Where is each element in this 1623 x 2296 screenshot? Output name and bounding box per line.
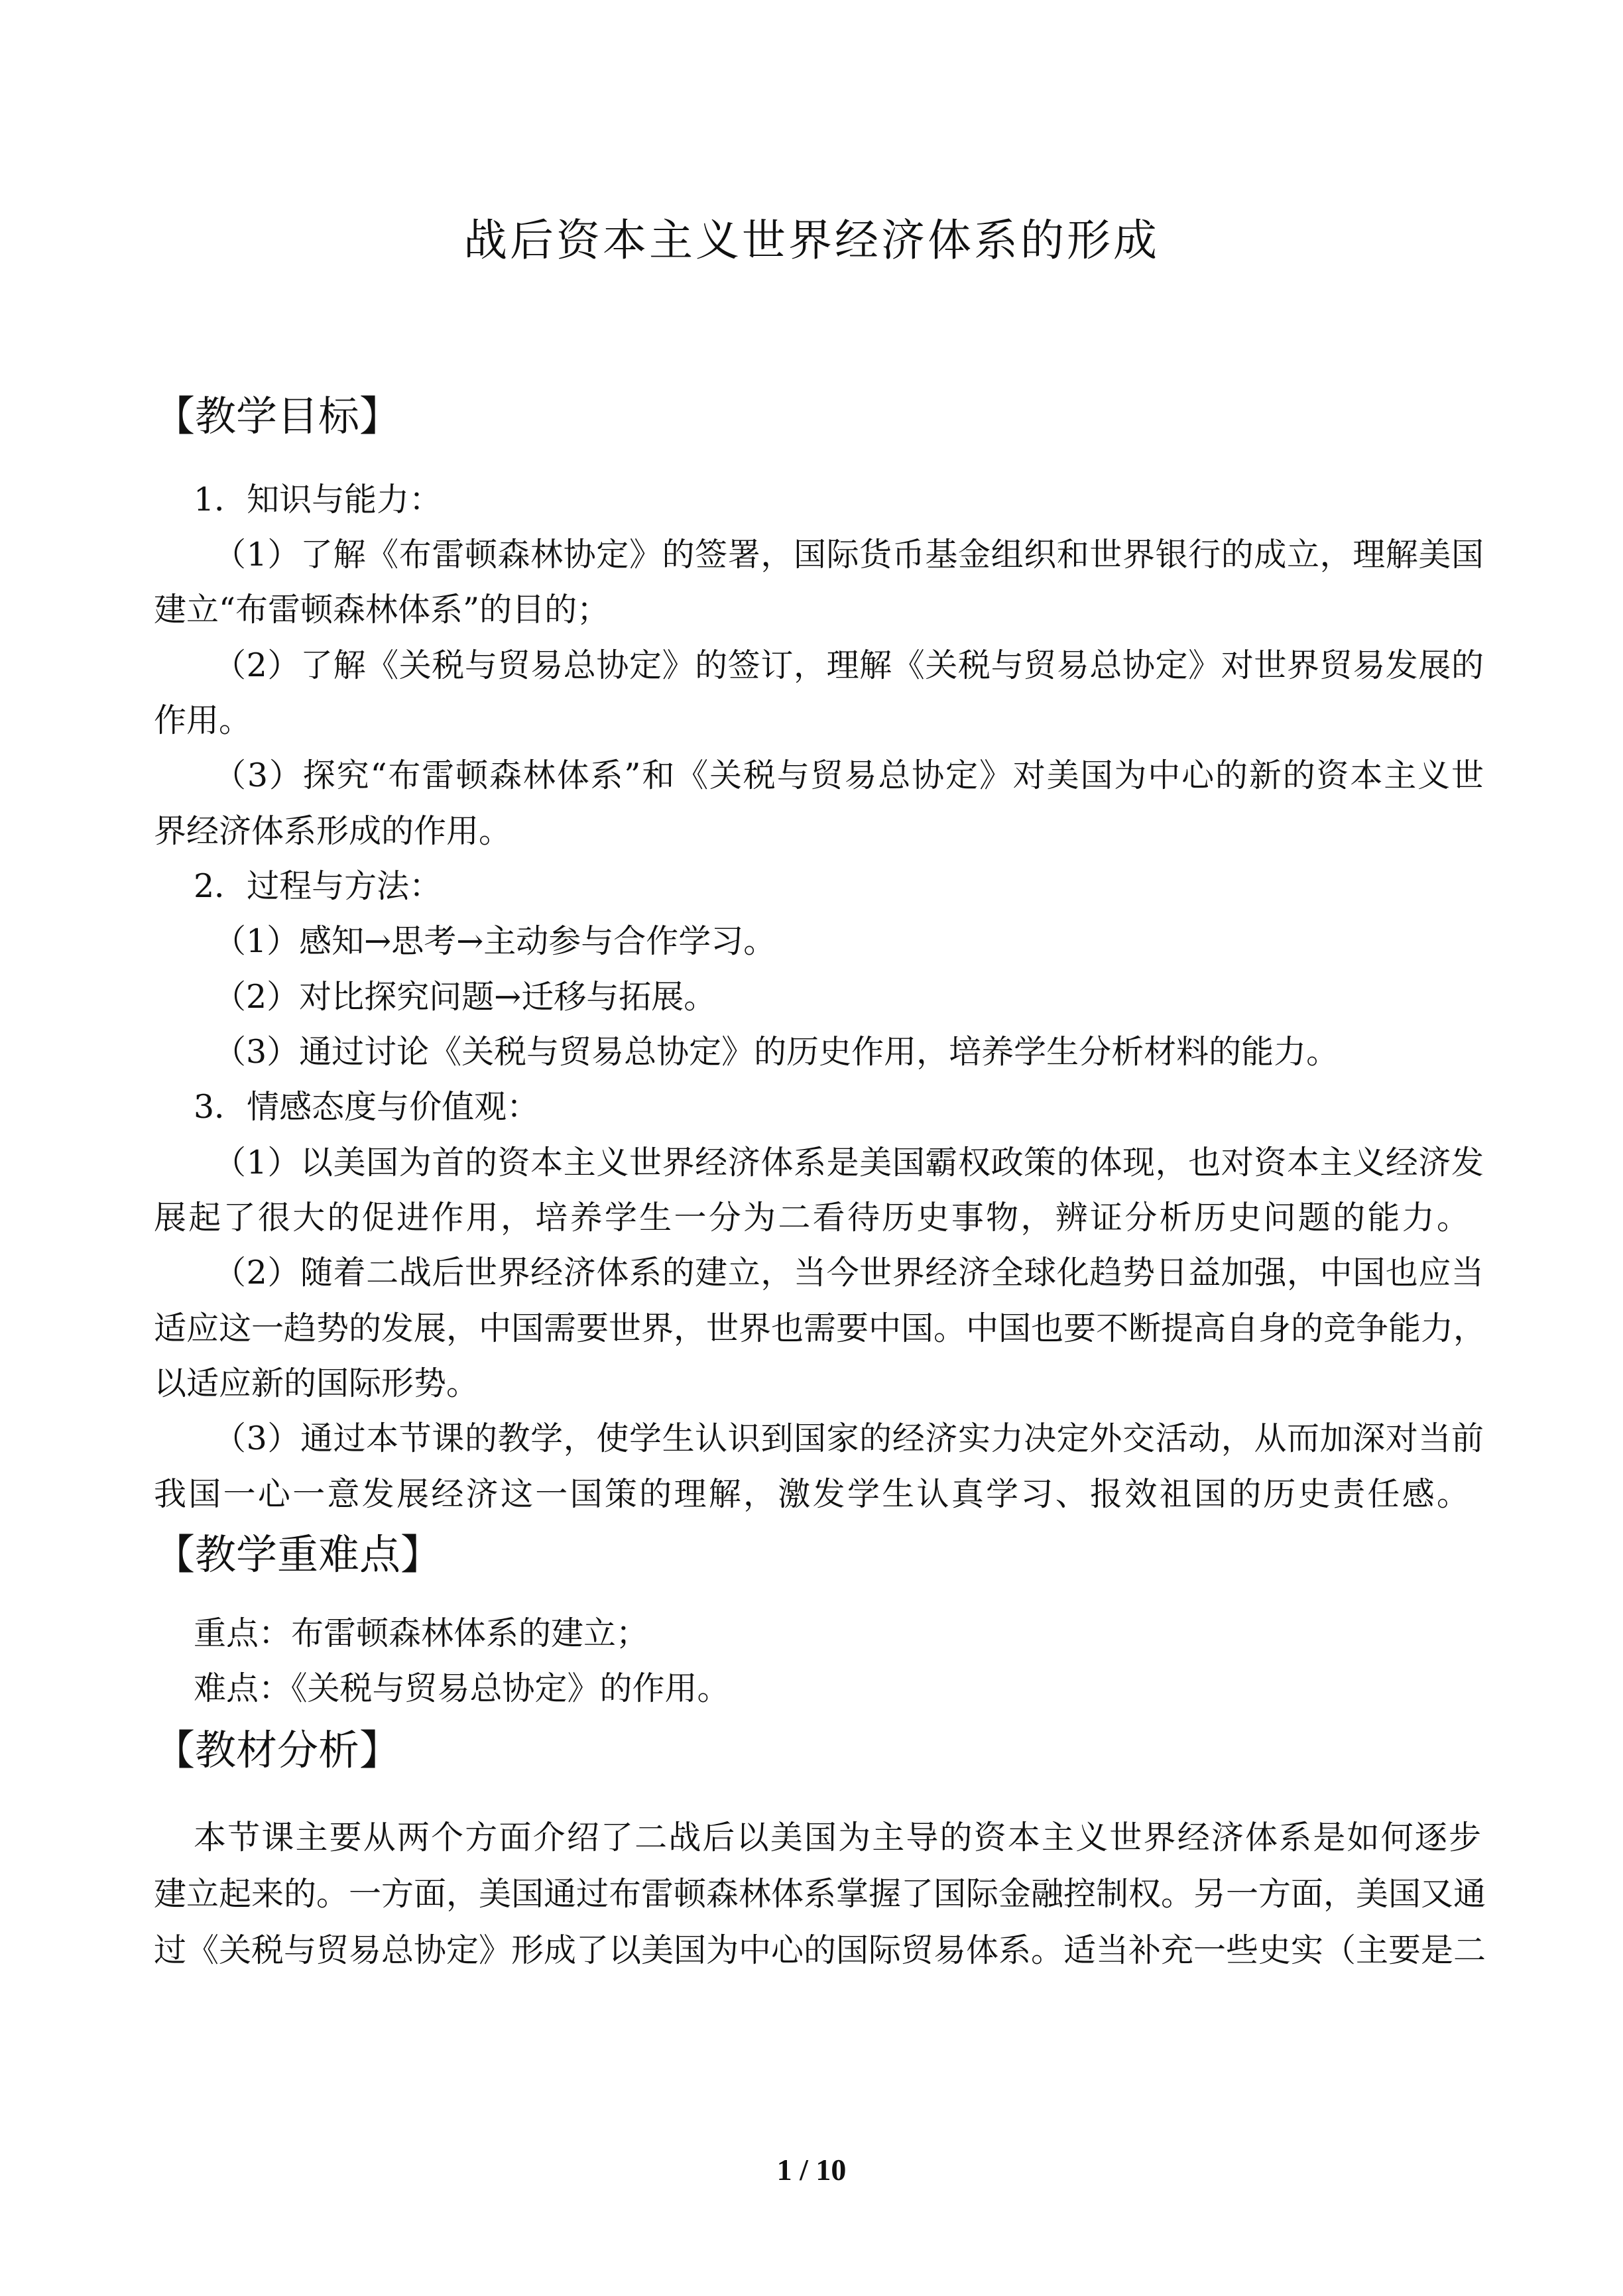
objectives-line: （3）通过讨论《关税与贸易总协定》的历史作用，培养学生分析材料的能力。 [213, 1033, 1339, 1071]
objectives-line: （3）探究“布雷顿森林体系”和《关税与贸易总协定》对美国为中心的新的资本主义世 [213, 756, 1484, 794]
objectives-line: 我国一心一意发展经济这一国策的理解，激发学生认真学习、报效祖国的历史责任感。 [154, 1475, 1469, 1513]
document-title: 战后资本主义世界经济体系的形成 [463, 215, 1160, 266]
objectives-line: 展起了很大的促进作用，培养学生一分为二看待历史事物，辨证分析历史问题的能力。 [154, 1199, 1469, 1237]
objectives-line: 以适应新的国际形势。 [154, 1364, 479, 1402]
objectives-line: 2．过程与方法： [194, 867, 442, 905]
objectives-line: 3．情感态度与价值观： [194, 1088, 540, 1126]
key-points-line: 难点：《关税与贸易总协定》的作用。 [194, 1669, 730, 1707]
objectives-line: （2）了解《关税与贸易总协定》的签订，理解《关税与贸易总协定》对世界贸易发展的 [213, 646, 1484, 684]
analysis-line: 建立起来的。一方面，美国通过布雷顿森林体系掌握了国际金融控制权。另一方面，美国又通 [154, 1875, 1486, 1913]
objectives-line: 界经济体系形成的作用。 [154, 812, 512, 850]
section-heading-key-points: 【教学重难点】 [154, 1530, 442, 1579]
objectives-line: （1）感知→思考→主动参与合作学习。 [213, 922, 776, 960]
section-heading-objectives: 【教学目标】 [154, 392, 401, 440]
objectives-line: 1．知识与能力： [194, 481, 442, 518]
objectives-line: （2）随着二战后世界经济体系的建立，当今世界经济全球化趋势日益加强，中国也应当 [213, 1254, 1484, 1292]
key-points-line: 重点：布雷顿森林体系的建立； [194, 1614, 649, 1652]
objectives-line: 适应这一趋势的发展，中国需要世界，世界也需要中国。中国也要不断提高自身的竞争能力， [154, 1309, 1486, 1347]
objectives-line: 作用。 [154, 701, 252, 739]
objectives-line: （3）通过本节课的教学，使学生认识到国家的经济实力决定外交活动，从而加深对当前 [213, 1420, 1484, 1457]
page-number: 1 / 10 [776, 2153, 847, 2187]
analysis-line: 过《关税与贸易总协定》形成了以美国为中心的国际贸易体系。适当补充一些史实（主要是二 [154, 1931, 1486, 1969]
objectives-line: （1）了解《布雷顿森林协定》的签署，国际货币基金组织和世界银行的成立，理解美国 [213, 536, 1484, 574]
objectives-line: （1）以美国为首的资本主义世界经济体系是美国霸权政策的体现，也对资本主义经济发 [213, 1144, 1484, 1181]
objectives-line: （2）对比探究问题→迁移与拓展。 [213, 978, 717, 1016]
analysis-line: 本节课主要从两个方面介绍了二战后以美国为主导的资本主义世界经济体系是如何逐步 [194, 1819, 1481, 1856]
section-heading-analysis: 【教材分析】 [154, 1726, 401, 1774]
objectives-line: 建立“布雷顿森林体系”的目的； [154, 591, 610, 629]
